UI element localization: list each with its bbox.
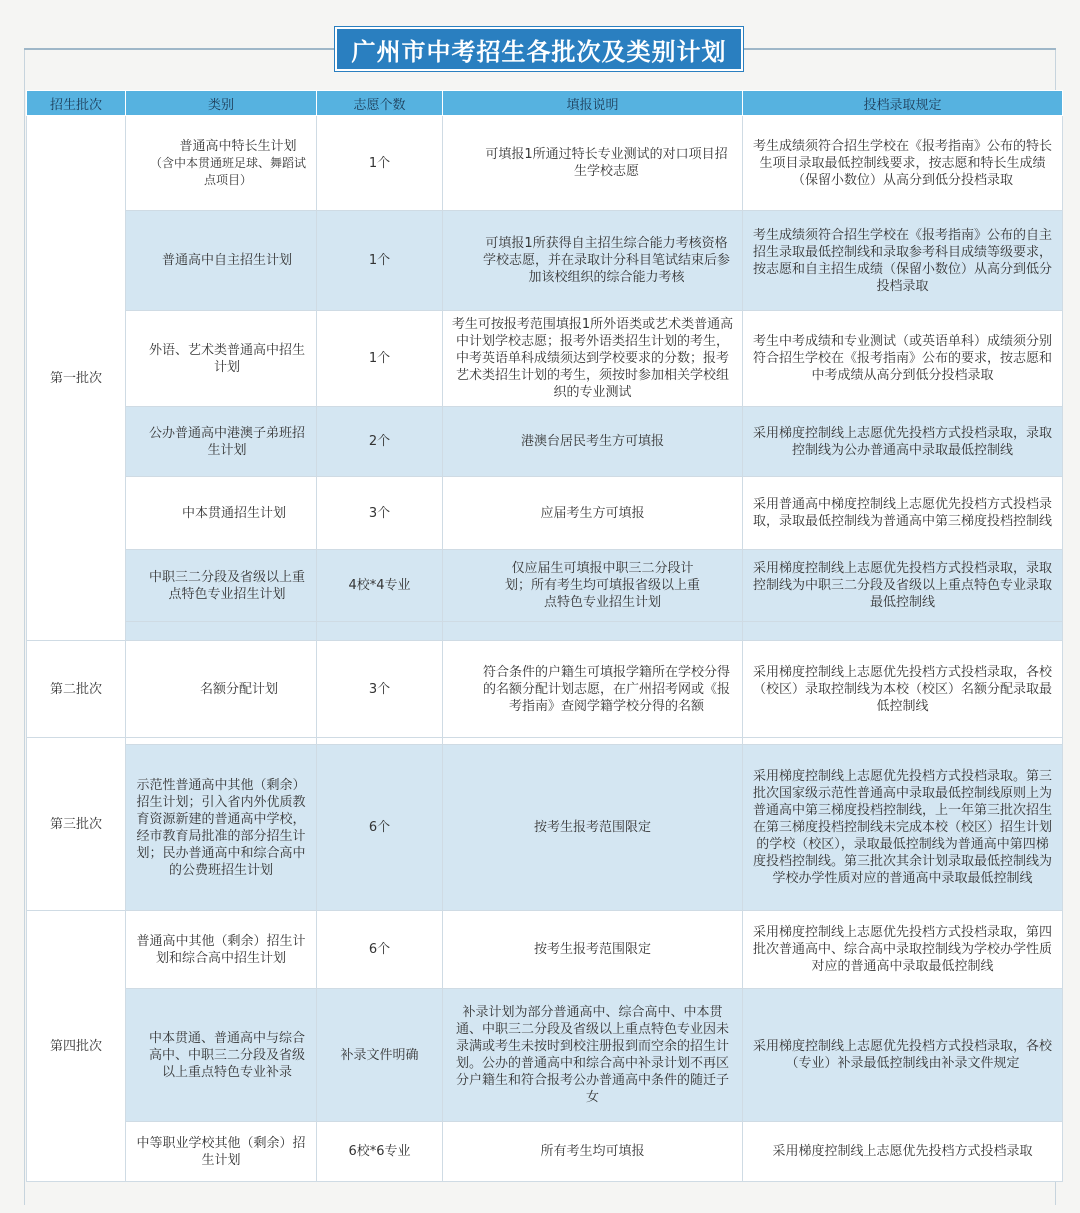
page-title: 广州市中考招生各批次及类别计划 — [335, 27, 743, 71]
header-instructions: 填报说明 — [443, 91, 743, 116]
desc-cell: 可填报1所获得自主招生综合能力考核资格学校志愿，并在录取计分科目笔试结束后参加该校组织的综合能力考核 — [443, 211, 743, 311]
category-cell: 外语、艺术类普通高中招生计划 — [126, 311, 317, 407]
rule-cell: 采用梯度控制线上志愿优先投档方式投档录取，各校（专业）补录最低控制线由补录文件规定 — [743, 989, 1063, 1122]
header-admission-rule: 投档录取规定 — [743, 91, 1063, 116]
desc-cell: 按考生报考范围限定 — [443, 745, 743, 911]
category-cell: 公办普通高中港澳子弟班招生计划 — [126, 407, 317, 477]
category-cell: 中等职业学校其他（剩余）招生计划 — [126, 1122, 317, 1182]
desc-cell: 仅应届生可填报中职三二分段计划；所有考生均可填报省级以上重点特色专业招生计划 — [443, 550, 743, 622]
category-cell: 普通高中其他（剩余）招生计划和综合高中招生计划 — [126, 911, 317, 989]
table-row — [27, 211, 1063, 311]
desc-cell: 应届考生方可填报 — [443, 477, 743, 550]
desc-cell: 补录计划为部分普通高中、综合高中、中本贯通、中职三二分段及省级以上重点特色专业因未录满或考生未按时到校注册报到而空余的招生计划。公办的普通高中和综合高中补录计划不再区分户籍生和符合报考公办普通高中条件的随迁子女 — [443, 989, 743, 1122]
table-row — [27, 1122, 1063, 1182]
count-cell: 1个 — [317, 311, 443, 407]
spacer-row — [27, 622, 1063, 641]
header-category: 类别 — [126, 91, 317, 116]
table-row — [27, 641, 1063, 738]
table-row — [27, 407, 1063, 477]
category-note: （含中本贯通班足球、舞蹈试点项目） — [149, 155, 306, 187]
count-cell: 3个 — [317, 641, 443, 738]
rule-cell: 采用梯度控制线上志愿优先投档方式投档录取。第三批次国家级示范性普通高中录取最低控制线原则上为普通高中第三梯度投档控制线，上一年第三批次招生在第三梯度投档控制线未完成本校（校区）招生计划的学校（校区），录取最低控制线为普通高中第四梯度投档控制线。第三批次其余计划录取最低控制线为学校办学性质对应的普通高中录取最低控制线 — [743, 745, 1063, 911]
rule-cell: 采用梯度控制线上志愿优先投档方式投档录取，第四批次普通高中、综合高中录取控制线为学校办学性质对应的普通高中录取最低控制线 — [743, 911, 1063, 989]
category-cell: 普通高中自主招生计划 — [126, 211, 317, 311]
rule-cell: 考生中考成绩和专业测试（或英语单科）成绩须分别符合招生学校在《报考指南》公布的要求，按志愿和中考成绩从高分到低分投档录取 — [743, 311, 1063, 407]
rule-cell: 采用梯度控制线上志愿优先投档方式投档录取，录取控制线为公办普通高中录取最低控制线 — [743, 407, 1063, 477]
rule-cell: 考生成绩须符合招生学校在《报考指南》公布的自主招生录取最低控制线和录取参考科目成绩等级要求，按志愿和自主招生成绩（保留小数位）从高分到低分投档录取 — [743, 211, 1063, 311]
table-row — [27, 116, 1063, 211]
count-cell: 1个 — [317, 211, 443, 311]
count-cell: 4校*4专业 — [317, 550, 443, 622]
admission-plan-table — [26, 90, 1063, 1182]
header-count: 志愿个数 — [317, 91, 443, 116]
table-row — [27, 989, 1063, 1122]
spacer-row — [27, 738, 1063, 745]
category-cell: 中职三二分段及省级以上重点特色专业招生计划 — [126, 550, 317, 622]
desc-cell: 港澳台居民考生方可填报 — [443, 407, 743, 477]
batch-cell: 第二批次 — [27, 641, 126, 738]
count-cell: 补录文件明确 — [317, 989, 443, 1122]
category-cell: 中本贯通、普通高中与综合高中、中职三二分段及省级以上重点特色专业补录 — [126, 989, 317, 1122]
desc-cell: 可填报1所通过特长专业测试的对口项目招生学校志愿 — [443, 116, 743, 211]
count-cell: 2个 — [317, 407, 443, 477]
desc-cell: 考生可按报考范围填报1所外语类或艺术类普通高中计划学校志愿；报考外语类招生计划的考生，中考英语单科成绩须达到学校要求的分数；报考艺术类招生计划的考生，须按时参加相关学校组织的专业测试 — [443, 311, 743, 407]
count-cell: 6个 — [317, 911, 443, 989]
count-cell: 3个 — [317, 477, 443, 550]
desc-cell: 符合条件的户籍生可填报学籍所在学校分得的名额分配计划志愿，在广州招考网或《报考指南》查阅学籍学校分得的名额 — [443, 641, 743, 738]
category-cell: 名额分配计划 — [126, 641, 317, 738]
rule-cell: 考生成绩须符合招生学校在《报考指南》公布的特长生项目录取最低控制线要求，按志愿和特长生成绩（保留小数位）从高分到低分投档录取 — [743, 116, 1063, 211]
rule-cell: 采用梯度控制线上志愿优先投档方式投档录取，各校（校区）录取控制线为本校（校区）名额分配录取最低控制线 — [743, 641, 1063, 738]
rule-cell: 采用梯度控制线上志愿优先投档方式投档录取，录取控制线为中职三二分段及省级以上重点特色专业录取最低控制线 — [743, 550, 1063, 622]
desc-cell: 按考生报考范围限定 — [443, 911, 743, 989]
count-cell: 6个 — [317, 745, 443, 911]
batch-cell: 第三批次 — [27, 738, 126, 911]
table-row — [27, 311, 1063, 407]
rule-cell: 采用普通高中梯度控制线上志愿优先投档方式投档录取，录取最低控制线为普通高中第三梯度投档控制线 — [743, 477, 1063, 550]
count-cell: 1个 — [317, 116, 443, 211]
category-cell: 中本贯通招生计划 — [126, 477, 317, 550]
category-label: 普通高中特长生计划 — [179, 138, 297, 154]
rule-cell: 采用梯度控制线上志愿优先投档方式投档录取 — [743, 1122, 1063, 1182]
batch-cell: 第一批次 — [27, 116, 126, 641]
desc-cell: 所有考生均可填报 — [443, 1122, 743, 1182]
category-cell: 示范性普通高中其他（剩余）招生计划；引入省内外优质教育资源新建的普通高中学校，经市教育局批准的部分招生计划；民办普通高中和综合高中的公费班招生计划 — [126, 745, 317, 911]
table-header-row — [27, 91, 1063, 116]
header-batch: 招生批次 — [27, 91, 126, 116]
table-row — [27, 477, 1063, 550]
category-cell — [126, 116, 317, 211]
table-row — [27, 745, 1063, 911]
table-row — [27, 911, 1063, 989]
count-cell: 6校*6专业 — [317, 1122, 443, 1182]
table-row — [27, 550, 1063, 622]
batch-cell: 第四批次 — [27, 911, 126, 1182]
